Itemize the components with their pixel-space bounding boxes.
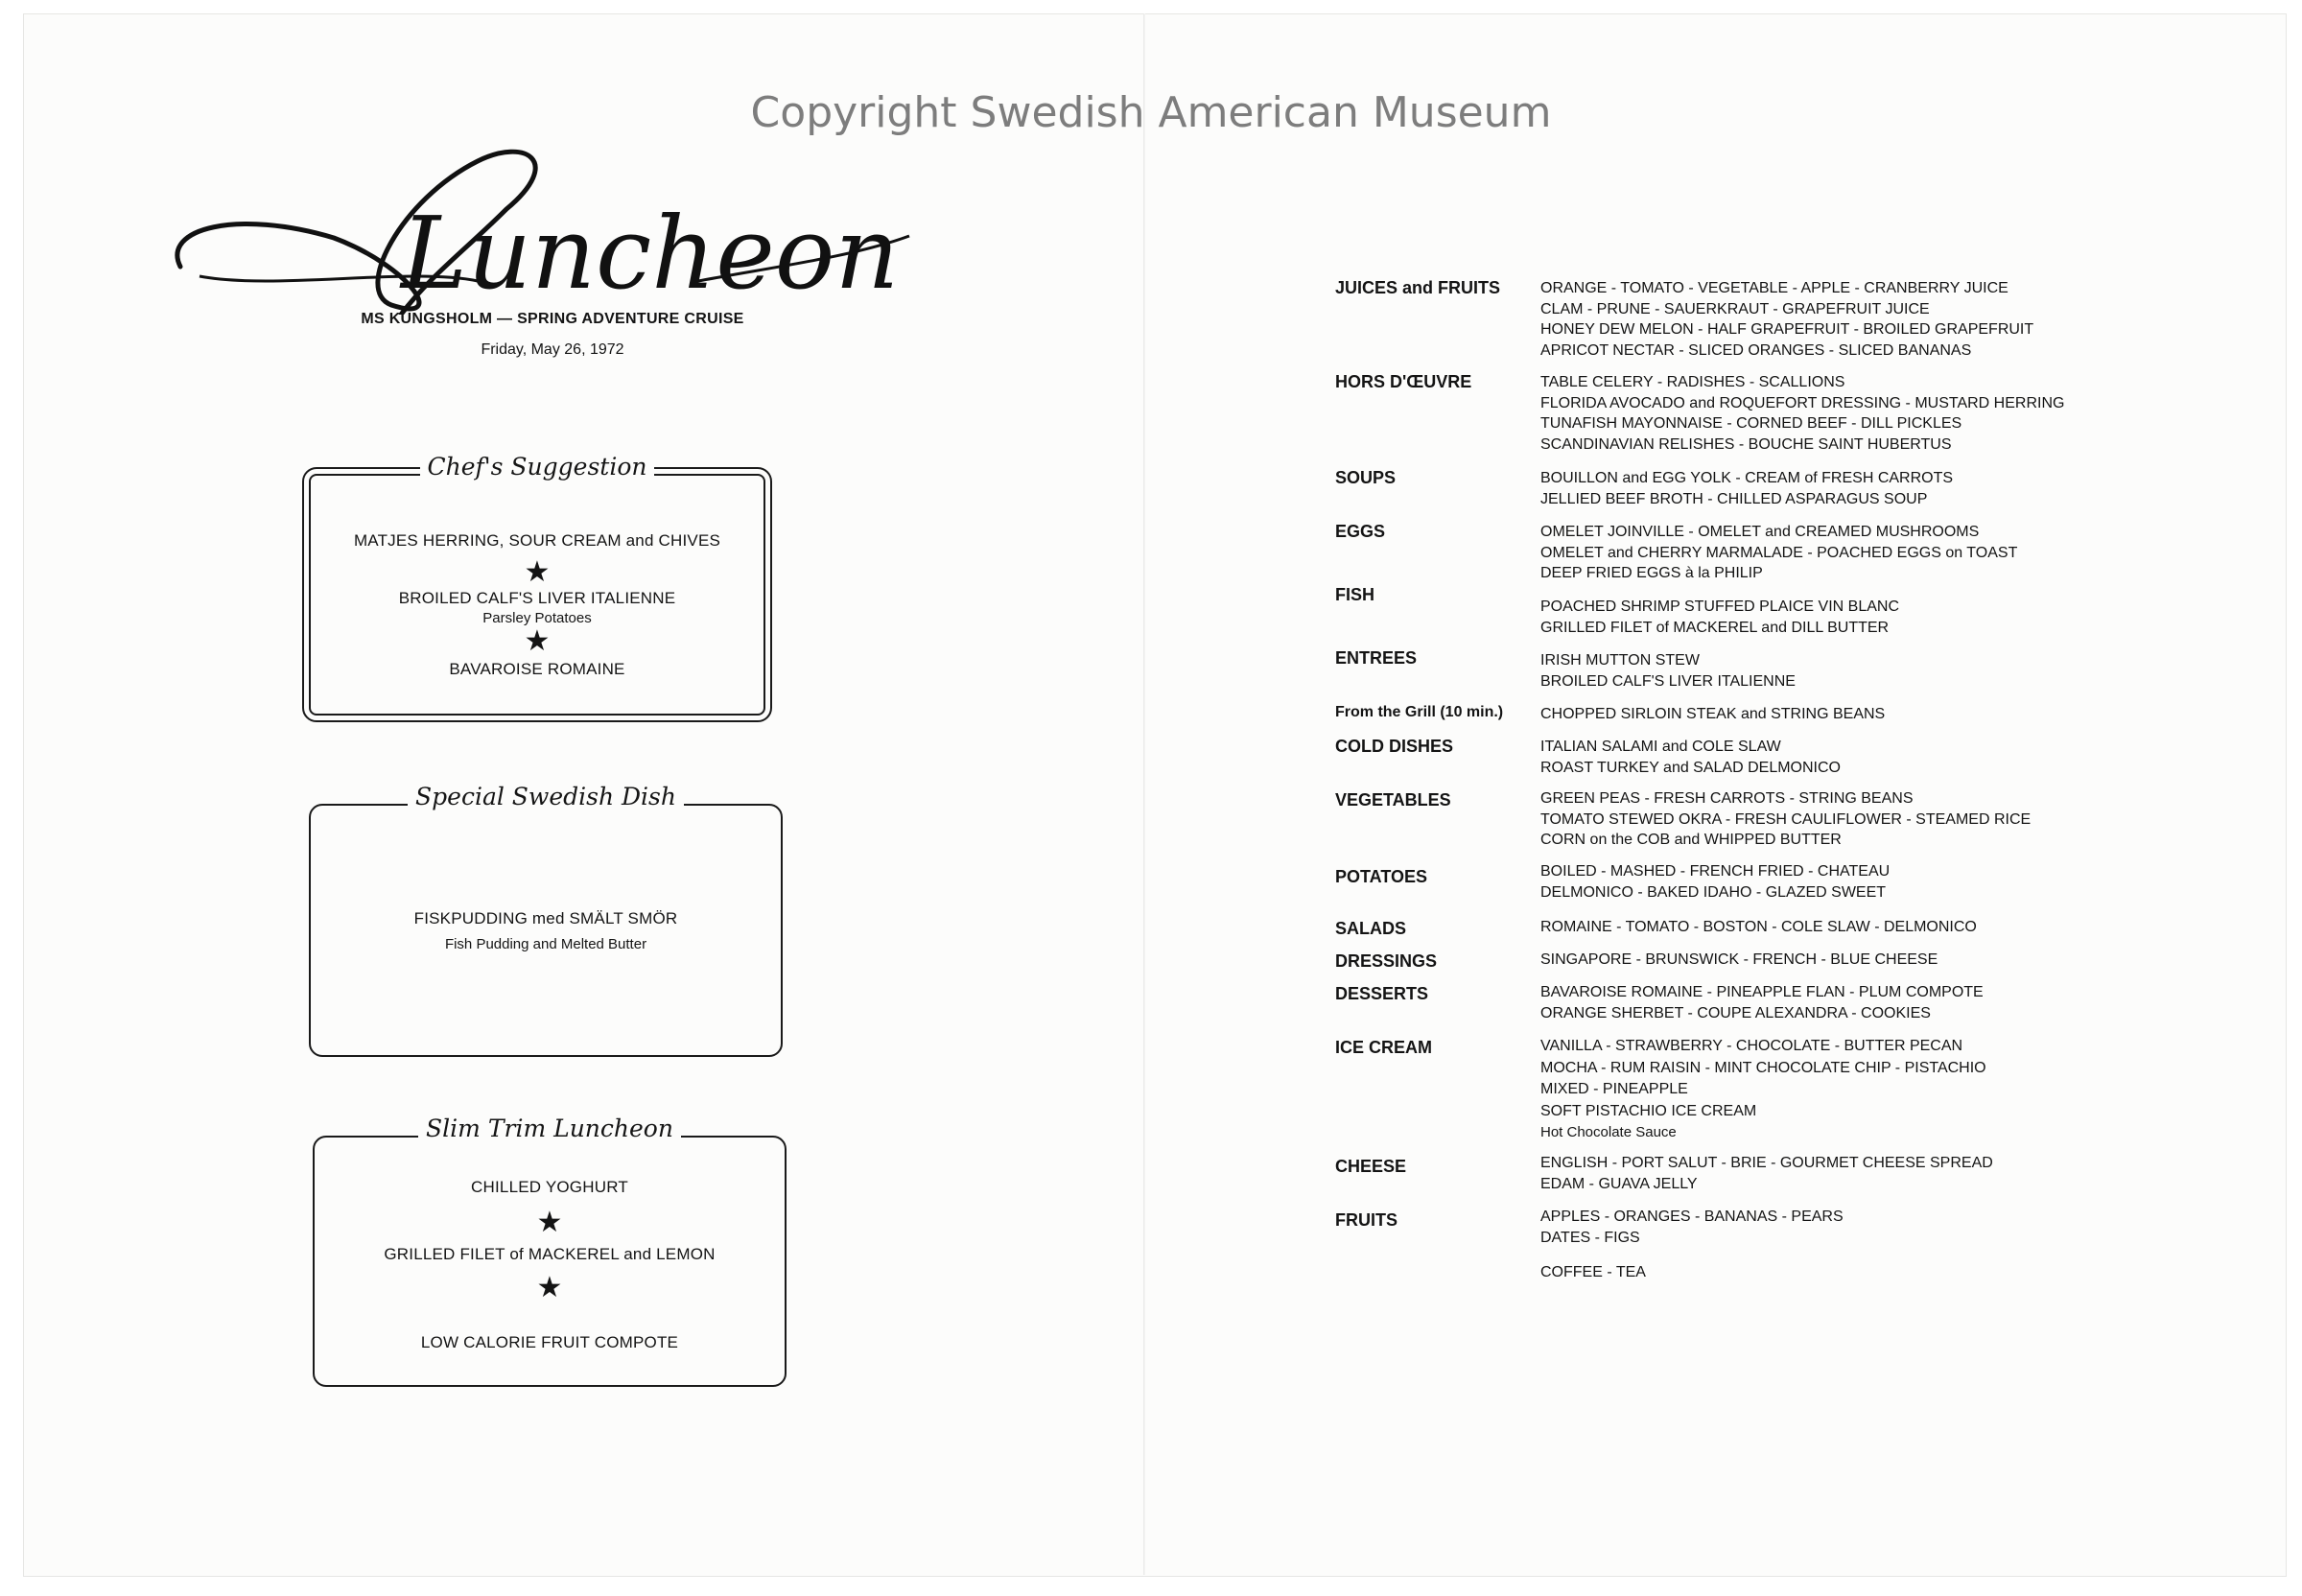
items-vegetables: GREEN PEAS - FRESH CARROTS - STRING BEANS TOMATO STEWED OKRA - FRESH CAULIFLOWER - STEAMED RICE CORN on the COB and WHIPPED BUTTER [1540, 790, 2032, 848]
category-potatoes: POTATOES [1335, 867, 1428, 886]
slim-trim-box [313, 1115, 787, 1387]
copyright-watermark: Copyright Swedish American Museum [750, 88, 1552, 137]
items-salads: ROMAINE - TOMATO - BOSTON - COLE SLAW - DELMONICO [1540, 919, 1977, 935]
category-ice-cream: ICE CREAM [1335, 1038, 1433, 1057]
category-fruits: FRUITS [1335, 1210, 1398, 1230]
category-eggs: EGGS [1335, 522, 1386, 541]
slim-trim-title: Slim Trim Luncheon [418, 1115, 681, 1142]
title-text: Luncheon [401, 195, 900, 312]
chefs-suggestion-box [309, 453, 765, 716]
chefs-item-2: BROILED CALF'S LIVER ITALIENNE [398, 589, 676, 607]
items-cheese: ENGLISH - PORT SALUT - BRIE - GOURMET CHEESE SPREAD EDAM - GUAVA JELLY [1540, 1155, 1993, 1192]
items-juices: ORANGE - TOMATO - VEGETABLE - APPLE - CRANBERRY JUICE CLAM - PRUNE - SAUERKRAUT - GRAPEFRUIT JUICE HONEY DEW MELON - HALF GRAPEFRUIT - BROILED GRAPEFRUIT APRICOT NECTAR - SLICED ORANGES - SLICED BANANAS [1540, 280, 2034, 359]
swedish-dish-sub: Fish Pudding and Melted Butter [444, 936, 647, 952]
center-fold [1143, 13, 1145, 1575]
items-potatoes: BOILED - MASHED - FRENCH FRIED - CHATEAU DELMONICO - BAKED IDAHO - GLAZED SWEET [1540, 863, 1891, 901]
cruise-name: MS KUNGSHOLM — SPRING ADVENTURE CRUISE [361, 311, 744, 327]
swedish-dish-item: FISKPUDDING med SMÄLT SMÖR [413, 909, 678, 927]
category-dressings: DRESSINGS [1335, 951, 1438, 971]
star-icon: ★ [524, 625, 551, 657]
category-grill: From the Grill (10 min.) [1335, 704, 1504, 720]
slim-item-3: LOW CALORIE FRUIT COMPOTE [420, 1333, 679, 1351]
category-hors-doeuvre: HORS D'ŒUVRE [1335, 372, 1472, 391]
luncheon-title [161, 123, 928, 315]
items-soups: BOUILLON and EGG YOLK - CREAM of FRESH CARROTS JELLIED BEEF BROTH - CHILLED ASPARAGUS SOUP [1540, 470, 1954, 507]
items-cold-dishes: ITALIAN SALAMI and COLE SLAW ROAST TURKEY and SALAD DELMONICO [1540, 739, 1841, 776]
category-cheese: CHEESE [1335, 1157, 1407, 1176]
star-icon: ★ [536, 1207, 563, 1238]
menu-date: Friday, May 26, 1972 [481, 341, 624, 358]
category-soups: SOUPS [1335, 468, 1397, 487]
items-fish: POACHED SHRIMP STUFFED PLAICE VIN BLANC GRILLED FILET of MACKEREL and DILL BUTTER [1540, 598, 1899, 636]
items-fruits: APPLES - ORANGES - BANANAS - PEARS DATES - FIGS [1540, 1209, 1844, 1246]
items-hors-doeuvre: TABLE CELERY - RADISHES - SCALLIONS FLORIDA AVOCADO and ROQUEFORT DRESSING - MUSTARD HERRING TUNAFISH MAYONNAISE - CORNED BEEF - DILL PICKLES SCANDINAVIAN RELISHES - BOUCHE SAINT HUBERTUS [1540, 374, 2065, 453]
chefs-item-2-sub: Parsley Potatoes [482, 610, 592, 626]
chefs-item-1: MATJES HERRING, SOUR CREAM and CHIVES [353, 531, 721, 550]
star-icon: ★ [536, 1272, 563, 1303]
category-cold-dishes: COLD DISHES [1335, 737, 1454, 756]
category-vegetables: VEGETABLES [1335, 790, 1451, 810]
category-desserts: DESSERTS [1335, 984, 1429, 1003]
items-desserts: BAVAROISE ROMAINE - PINEAPPLE FLAN - PLUM COMPOTE ORANGE SHERBET - COUPE ALEXANDRA - COOKIES [1540, 984, 1984, 1021]
chefs-item-3: BAVAROISE ROMAINE [449, 660, 625, 678]
swedish-dish-box [309, 783, 783, 1057]
category-entrees: ENTREES [1335, 648, 1418, 668]
items-ice-cream: VANILLA - STRAWBERRY - CHOCOLATE - BUTTER PECAN MOCHA - RUM RAISIN - MINT CHOCOLATE CHIP - PISTACHIO MIXED - PINEAPPLE SOFT PISTACHIO ICE CREAM Hot Chocolate Sauce [1540, 1038, 1986, 1140]
coffee-tea: COFFEE - TEA [1540, 1264, 1646, 1280]
swedish-dish-title: Special Swedish Dish [408, 783, 684, 810]
star-icon: ★ [524, 556, 551, 588]
items-eggs: OMELET JOINVILLE - OMELET and CREAMED MUSHROOMS OMELET and CHERRY MARMALADE - POACHED EGGS on TOAST DEEP FRIED EGGS à la PHILIP [1540, 524, 2018, 581]
category-fish: FISH [1335, 585, 1375, 604]
slim-item-2: GRILLED FILET of MACKEREL and LEMON [384, 1245, 716, 1263]
items-entrees: IRISH MUTTON STEW BROILED CALF'S LIVER ITALIENNE [1540, 652, 1796, 690]
slim-item-1: CHILLED YOGHURT [471, 1178, 628, 1196]
category-juices: JUICES and FRUITS [1335, 278, 1501, 297]
category-salads: SALADS [1335, 919, 1407, 938]
items-grill: CHOPPED SIRLOIN STEAK and STRING BEANS [1540, 706, 1886, 722]
items-dressings: SINGAPORE - BRUNSWICK - FRENCH - BLUE CHEESE [1540, 951, 1938, 968]
chefs-suggestion-title: Chef's Suggestion [420, 453, 655, 481]
